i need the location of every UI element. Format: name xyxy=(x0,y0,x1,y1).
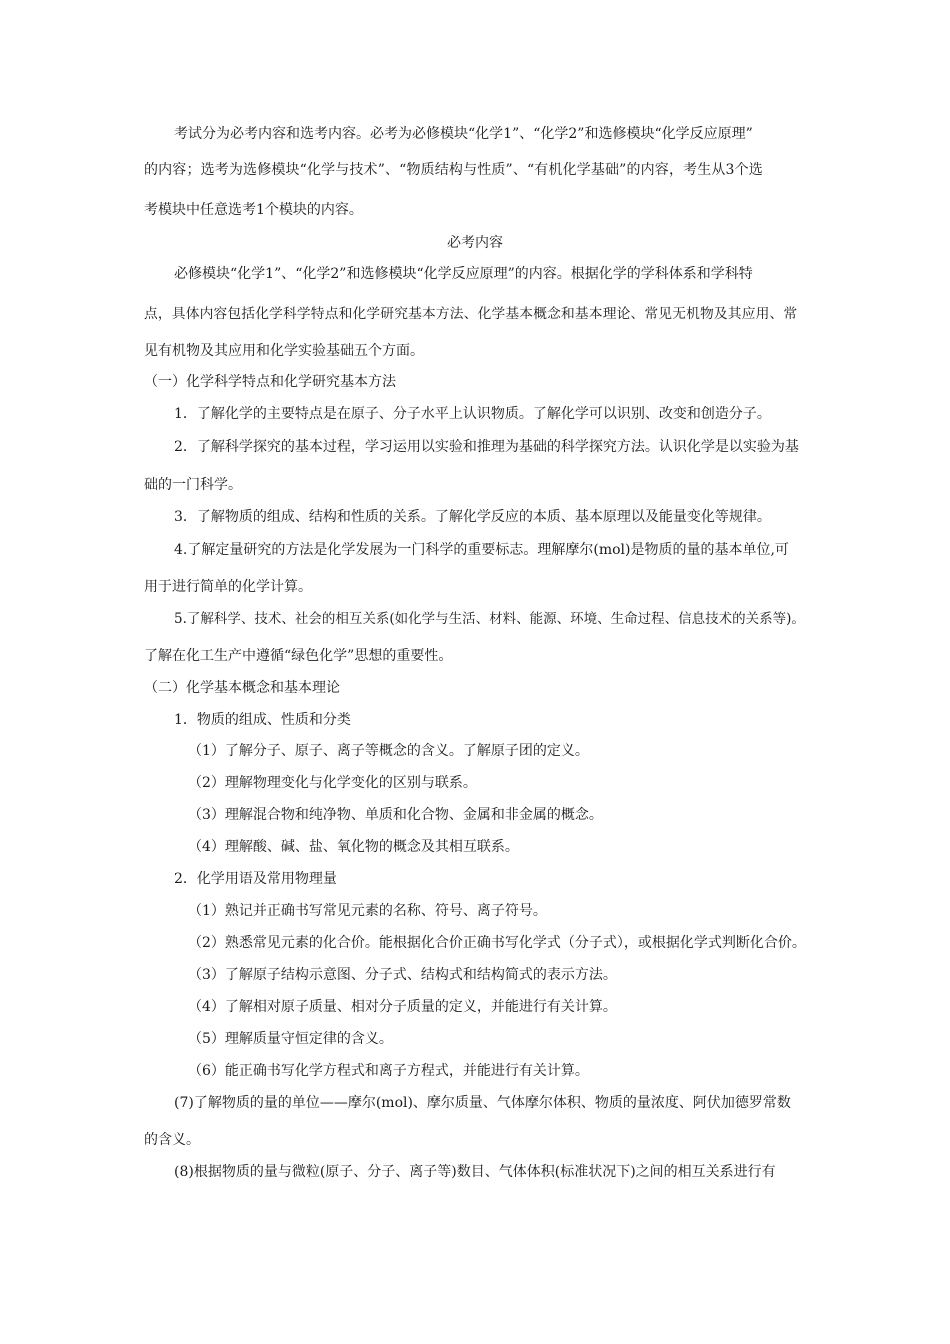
section-intro-line-1: 必修模块“化学1”、“化学2”和选修模块“化学反应原理”的内容。根据化学的学科体系和学科特 xyxy=(174,266,753,282)
part2-sub2-item-2: （2）熟悉常见元素的化合价。能根据化合价正确书写化学式（分子式），或根据化学式判断化合价。 xyxy=(188,935,806,951)
part1-heading: （一）化学科学特点和化学研究基本方法 xyxy=(144,374,396,390)
part2-sub2-item-1: （1）熟记并正确书写常见元素的名称、符号、离子符号。 xyxy=(188,903,547,919)
intro-line-2: 的内容；选考为选修模块“化学与技术”、“物质结构与性质”、“有机化学基础”的内容，考生从3个选 xyxy=(144,162,763,178)
part2-sub1: 1．物质的组成、性质和分类 xyxy=(174,712,351,728)
part2-sub1-item-2: （2）理解物理变化与化学变化的区别与联系。 xyxy=(188,775,477,791)
part1-item-4-cont: 用于进行简单的化学计算。 xyxy=(144,579,312,595)
part2-sub2-item-3: （3）了解原子结构示意图、分子式、结构式和结构简式的表示方法。 xyxy=(188,967,617,983)
part1-item-3: 3．了解物质的组成、结构和性质的关系。了解化学反应的本质、基本原理以及能量变化等规律。 xyxy=(174,509,771,525)
intro-line-1: 考试分为必考内容和选考内容。必考为必修模块“化学1”、“化学2”和选修模块“化学反应原理” xyxy=(174,126,753,142)
part2-heading: （二）化学基本概念和基本理论 xyxy=(144,680,340,696)
part2-sub2-item-7: (7)了解物质的量的单位——摩尔(mol)、摩尔质量、气体摩尔体积、物质的量浓度、阿伏加德罗常数 xyxy=(174,1095,791,1111)
part2-sub2-item-5: （5）理解质量守恒定律的含义。 xyxy=(188,1031,393,1047)
part2-sub2: 2．化学用语及常用物理量 xyxy=(174,871,337,887)
part1-item-5: 5.了解科学、技术、社会的相互关系(如化学与生活、材料、能源、环境、生命过程、信息技术的关系等)。 xyxy=(174,611,805,627)
part2-sub2-item-4: （4）了解相对原子质量、相对分子质量的定义，并能进行有关计算。 xyxy=(188,999,617,1015)
part2-sub2-item-8: (8)根据物质的量与微粒(原子、分子、离子等)数目、气体体积(标准状况下)之间的相互关系进行有 xyxy=(174,1164,776,1180)
part1-item-4: 4.了解定量研究的方法是化学发展为一门科学的重要标志。理解摩尔(mol)是物质的量的基本单位,可 xyxy=(174,542,789,558)
part1-item-2-cont: 础的一门科学。 xyxy=(144,477,242,493)
part1-item-2: 2．了解科学探究的基本过程，学习运用以实验和推理为基础的科学探究方法。认识化学是以实验为基 xyxy=(174,439,799,455)
part2-sub1-item-3: （3）理解混合物和纯净物、单质和化合物、金属和非金属的概念。 xyxy=(188,807,603,823)
part2-sub1-item-1: （1）了解分子、原子、离子等概念的含义。了解原子团的定义。 xyxy=(188,743,589,759)
part1-item-5-cont: 了解在化工生产中遵循“绿色化学”思想的重要性。 xyxy=(144,648,453,664)
section-title: 必考内容 xyxy=(447,235,503,251)
section-intro-line-2: 点，具体内容包括化学科学特点和化学研究基本方法、化学基本概念和基本理论、常见无机物及其应用、常 xyxy=(144,306,798,322)
part1-item-1: 1．了解化学的主要特点是在原子、分子水平上认识物质。了解化学可以识别、改变和创造分子。 xyxy=(174,406,771,422)
part2-sub1-item-4: （4）理解酸、碱、盐、氧化物的概念及其相互联系。 xyxy=(188,839,519,855)
intro-line-3: 考模块中任意选考1个模块的内容。 xyxy=(144,202,363,218)
part2-sub2-item-7-cont: 的含义。 xyxy=(144,1132,200,1148)
section-intro-line-3: 见有机物及其应用和化学实验基础五个方面。 xyxy=(144,343,424,359)
part2-sub2-item-6: （6）能正确书写化学方程式和离子方程式，并能进行有关计算。 xyxy=(188,1063,589,1079)
